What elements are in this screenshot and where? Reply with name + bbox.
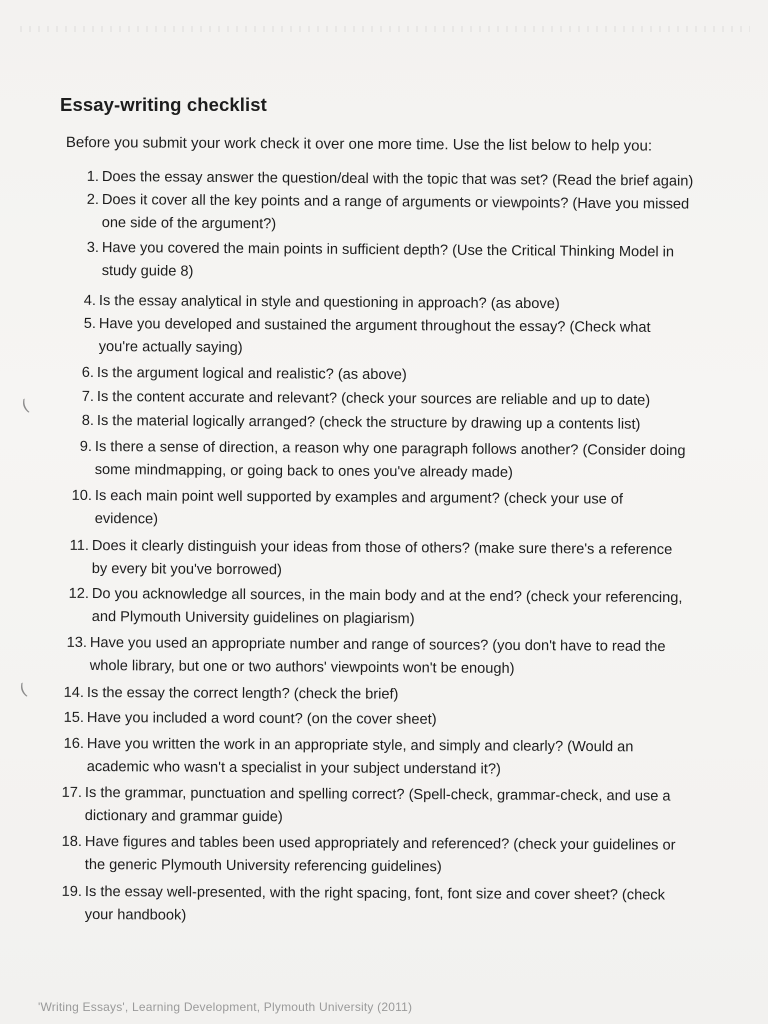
checklist-item	[68, 583, 683, 633]
item-text-line: Does it cover all the key points and a range of arguments or viewpoints? (Have you missed	[101, 191, 690, 213]
item-text-line: some mindmapping, or going back to ones you've already made)	[94, 461, 513, 481]
checklist-item	[63, 707, 437, 732]
item-number: 4.	[83, 292, 96, 309]
item-text-line: Is the argument logical and realistic? (as above)	[96, 364, 407, 384]
checklist-item	[86, 189, 690, 240]
checklist-item	[63, 682, 399, 707]
item-text-line: your handbook)	[84, 906, 187, 924]
item-text-line: dictionary and grammar guide)	[84, 807, 283, 826]
item-text-line: and Plymouth University guidelines on plagiarism)	[91, 608, 415, 628]
item-text-line: Is the essay analytical in style and questioning in approach? (as above)	[98, 292, 560, 313]
item-text-line: Is the essay the correct length? (check the brief)	[86, 684, 399, 703]
item-text-line: by every bit you've borrowed)	[91, 560, 282, 579]
item-number: 6.	[81, 364, 94, 381]
checklist-item	[86, 237, 675, 287]
item-number: 9.	[79, 438, 92, 455]
checklist-item	[61, 782, 671, 832]
item-text-line: Is the grammar, punctuation and spelling correct? (Spell-check, grammar-check, and use a	[84, 784, 671, 805]
item-text-line: Does the essay answer the question/deal with the topic that was set? (Read the brief again)	[101, 168, 694, 190]
checklist-item	[83, 290, 560, 316]
item-text-line: Is there a sense of direction, a reason why one paragraph follows another? (Consider doing	[94, 438, 686, 460]
source-citation: 'Writing Essays', Learning Development, Plymouth University (2011)	[38, 1000, 413, 1014]
checklist-item	[79, 436, 686, 486]
checklist-item	[83, 313, 651, 363]
item-number: 19.	[61, 883, 82, 900]
item-text-line: evidence)	[94, 510, 159, 528]
scan-artifact	[20, 26, 750, 32]
checklist-item	[81, 386, 651, 413]
item-number: 13.	[66, 634, 87, 651]
item-text-line: Have you written the work in an appropriate style, and simply and clearly? (Would an	[86, 735, 634, 756]
intro-text: Before you submit your work check it over one more time. Use the list below to help you:	[65, 134, 653, 155]
item-text-line: Is the material logically arranged? (check the structure by drawing up a contents list)	[96, 412, 641, 433]
item-number: 5.	[83, 315, 96, 332]
item-number: 14.	[63, 684, 84, 701]
item-text-line: Have you developed and sustained the argument throughout the essay? (Check what	[98, 315, 651, 336]
item-number: 8.	[81, 412, 94, 429]
item-number: 17.	[61, 784, 82, 801]
checklist-item	[81, 362, 407, 387]
checklist-item	[63, 733, 634, 782]
item-text-line: Have you included a word count? (on the cover sheet)	[86, 709, 437, 728]
item-text-line: you're actually saying)	[98, 338, 243, 357]
item-number: 2.	[86, 191, 99, 208]
item-text-line: Have you covered the main points in sufficient depth? (Use the Critical Thinking Model in	[101, 239, 675, 261]
item-text-line: Is the essay well-presented, with the right spacing, font, font size and cover sheet? (check	[84, 883, 665, 904]
item-number: 10.	[71, 487, 92, 504]
item-text-line: one side of the argument?)	[101, 214, 277, 233]
item-text-line: the generic Plymouth University referencing guidelines)	[84, 856, 442, 876]
checklist-item	[61, 881, 665, 931]
item-text-line: Have figures and tables been used appropriately and referenced? (check your guidelines or	[84, 833, 676, 854]
checklist-item	[66, 632, 666, 682]
item-number: 11.	[69, 537, 89, 554]
item-text-line: Do you acknowledge all sources, in the main body and at the end? (check your referencing,	[91, 585, 683, 607]
margin-mark: (	[16, 679, 30, 700]
checklist-item	[71, 485, 624, 535]
item-number: 1.	[86, 168, 99, 185]
item-number: 3.	[86, 239, 99, 256]
item-number: 12.	[68, 585, 89, 602]
document-title: Essay-writing checklist	[60, 94, 267, 115]
checklist-item	[61, 831, 676, 881]
item-text-line: study guide 8)	[101, 262, 194, 280]
item-text-line: Is each main point well supported by examples and argument? (check your use of	[94, 487, 624, 508]
checklist-item	[81, 410, 641, 437]
item-number: 16.	[63, 735, 84, 752]
item-text-line: whole library, but one or two authors' viewpoints won't be enough)	[89, 657, 515, 677]
item-text-line: Does it clearly distinguish your ideas from those of others? (make sure there's a reference	[91, 537, 673, 559]
item-number: 18.	[61, 833, 82, 850]
item-text-line: academic who wasn't a specialist in your subject understand it?)	[86, 758, 501, 778]
item-text-line: Have you used an appropriate number and range of sources? (you don't have to read the	[89, 634, 666, 656]
item-text-line: Is the content accurate and relevant? (check your sources are reliable and up to date)	[96, 388, 651, 409]
item-number: 15.	[63, 709, 84, 726]
item-number: 7.	[81, 388, 94, 405]
checklist-item	[69, 535, 673, 585]
margin-mark: (	[18, 395, 32, 416]
